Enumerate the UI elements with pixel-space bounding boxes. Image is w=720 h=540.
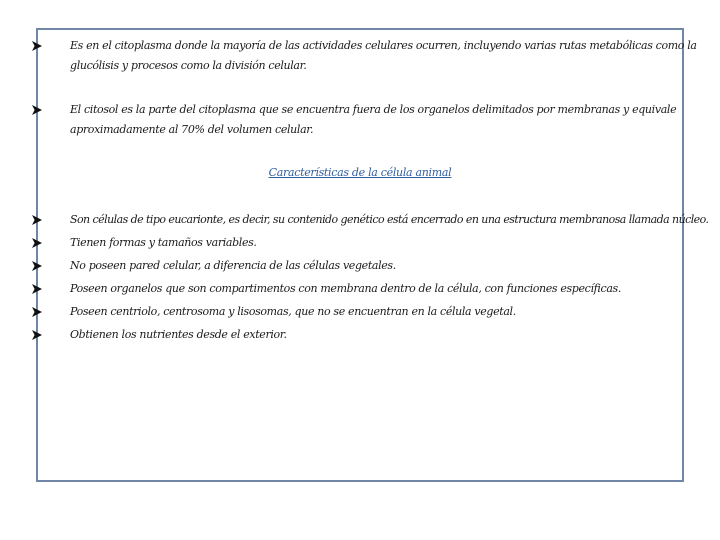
arrow-bullet-icon <box>32 307 42 317</box>
characteristic-item <box>32 279 716 299</box>
characteristic-item <box>32 256 716 276</box>
arrow-bullet-icon <box>32 284 42 294</box>
arrow-bullet-icon <box>32 261 42 271</box>
content-frame <box>36 28 684 482</box>
bullet-text: Tienen formas y tamaños variables. <box>70 236 257 249</box>
arrow-bullet-icon <box>32 215 42 225</box>
characteristic-item <box>32 325 716 345</box>
bullet-item-intro-2 <box>32 100 716 140</box>
bullet-text: No poseen pared celular, a diferencia de las células vegetales. <box>70 259 396 272</box>
bullet-text: El citosol es la parte del citoplasma que se encuentra fuera de los organelos delimitados por membranas y equivale aproximadamente al 70% del volumen celular. <box>70 103 677 136</box>
arrow-bullet-icon <box>32 238 42 248</box>
bullet-text: Es en el citoplasma donde la mayoría de las actividades celulares ocurren, incluyendo varias rutas metabólicas como la glucólisis y procesos como la división celular. <box>70 39 697 72</box>
arrow-bullet-icon <box>32 41 42 51</box>
characteristic-item <box>32 233 716 253</box>
characteristic-item <box>32 210 716 230</box>
characteristic-item <box>32 302 716 322</box>
arrow-bullet-icon <box>32 330 42 340</box>
bullet-text: Son células de tipo eucarionte, es decir, su contenido genético está encerrado en una estructura membranosa llamada núcleo. <box>70 213 709 226</box>
bullet-text: Obtienen los nutrientes desde el exterior. <box>70 328 287 341</box>
bullet-item-intro-1 <box>32 36 716 76</box>
arrow-bullet-icon <box>32 105 42 115</box>
section-heading[interactable]: Características de la célula animal <box>268 166 452 179</box>
bullet-text: Poseen organelos que son compartimentos con membrana dentro de la célula, con funciones específicas. <box>70 282 621 295</box>
bullet-text: Poseen centriolo, centrosoma y lisosomas, que no se encuentran en la célula vegetal. <box>70 305 516 318</box>
